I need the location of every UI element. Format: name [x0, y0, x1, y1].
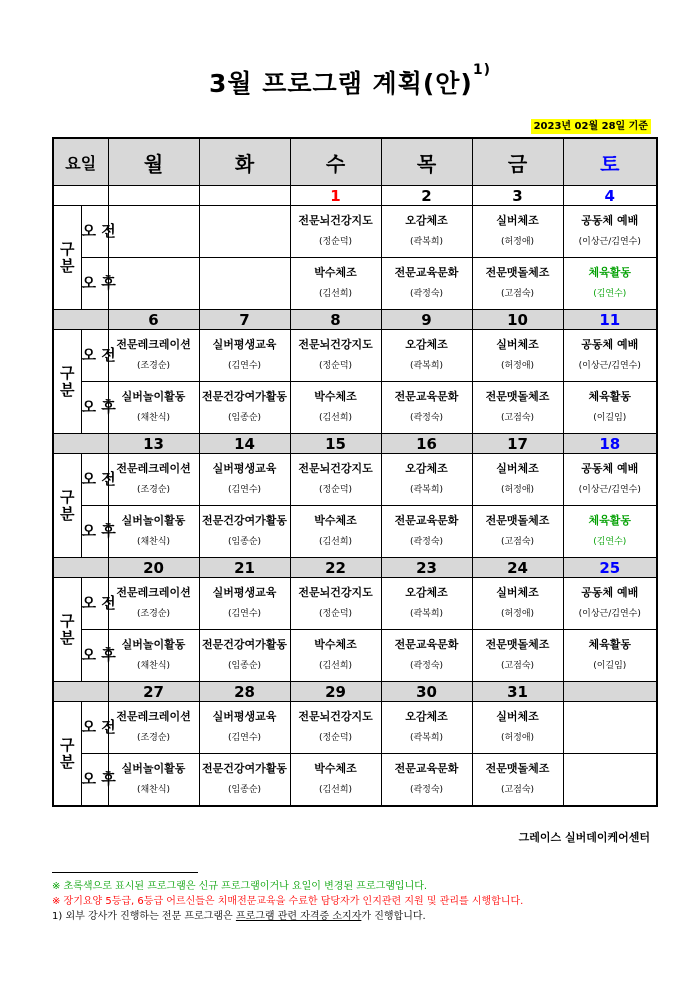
program-cell: [199, 382, 290, 434]
program-leader: (허정애): [500, 609, 535, 619]
program-name: 공동체 예배: [581, 338, 639, 351]
am-row: [53, 578, 657, 630]
program-cell: [472, 630, 563, 682]
program-cell: [199, 206, 290, 258]
program-leader: (채찬식): [136, 413, 171, 423]
header-yoil: 요일: [53, 138, 108, 186]
date-number: 4: [604, 186, 615, 205]
date-number: 13: [143, 434, 164, 453]
program-cell: [290, 754, 381, 807]
program-cell: [108, 258, 199, 310]
date-number: 20: [143, 558, 164, 577]
program-cell: [108, 702, 199, 754]
program-name: 실버평생교육: [212, 710, 277, 723]
am-row: [53, 330, 657, 382]
date-number: 15: [325, 434, 346, 453]
page-title: 3월 프로그램 계획(안)$^{1)}$: [209, 62, 491, 98]
program-name: 전문건강여가활동: [202, 638, 288, 651]
program-leader: (곽정숙): [409, 289, 444, 299]
program-name: 전문건강여가활동: [202, 390, 288, 403]
am-label: 오 전: [81, 702, 108, 754]
program-cell: [381, 330, 472, 382]
program-cell: [381, 454, 472, 506]
program-cell: [108, 382, 199, 434]
date-cell: [108, 558, 199, 578]
program-name: 실버체조: [496, 586, 539, 599]
program-name: 전문레크레이션: [116, 710, 191, 723]
program-cell: [472, 506, 563, 558]
pm-label: 오 후: [81, 258, 108, 310]
program-name: 전문뇌건강지도: [298, 586, 373, 599]
program-name: 박수체조: [314, 762, 357, 775]
date-number: 27: [143, 682, 164, 701]
program-cell: [563, 206, 657, 258]
program-leader: (곽복희): [409, 733, 444, 743]
program-name: 전문건강여가활동: [202, 762, 288, 775]
date-row: [53, 682, 657, 702]
date-row-blank: [53, 310, 108, 330]
program-leader: (채찬식): [136, 785, 171, 795]
date-cell: [381, 310, 472, 330]
program-cell: [563, 382, 657, 434]
program-leader: (김선희): [318, 785, 353, 795]
basis-date: 2023년 02월 28일 기준: [531, 119, 651, 134]
pm-row: [53, 382, 657, 434]
header-day-mon: 월: [108, 138, 199, 186]
program-leader: (정순덕): [318, 733, 353, 743]
date-cell: [290, 558, 381, 578]
date-cell: [563, 310, 657, 330]
am-label: 오 전: [81, 206, 108, 258]
date-cell: [381, 558, 472, 578]
program-leader: (김선희): [318, 413, 353, 423]
date-row-blank: [53, 682, 108, 702]
date-cell: [472, 310, 563, 330]
pm-label: 오 후: [81, 382, 108, 434]
program-leader: (김연수): [227, 485, 262, 495]
program-leader: (이상근/김연수): [578, 609, 641, 619]
program-cell: [563, 506, 657, 558]
program-name: 전문맷돌체조: [485, 390, 550, 403]
program-cell: [381, 754, 472, 807]
date-number: 11: [599, 310, 621, 329]
date-number: 1: [330, 186, 341, 205]
program-name: 체육활동: [588, 638, 632, 651]
date-cell: [108, 434, 199, 454]
program-cell: [472, 702, 563, 754]
program-leader: (곽복희): [409, 361, 444, 371]
date-cell: [290, 186, 381, 206]
program-cell: [108, 454, 199, 506]
gubun-label: 구 분: [53, 702, 81, 807]
program-name: 전문맷돌체조: [485, 514, 550, 527]
center-name: 그레이스 실버데이케어센터: [518, 831, 650, 844]
program-leader: (고점숙): [500, 413, 535, 423]
date-cell: [108, 310, 199, 330]
program-name: 체육활동: [588, 266, 632, 279]
program-leader: (고점숙): [500, 661, 535, 671]
program-name: 전문레크레이션: [116, 462, 191, 475]
program-leader: (김선희): [318, 661, 353, 671]
program-leader: (고점숙): [500, 537, 535, 547]
date-cell: [199, 558, 290, 578]
program-name: 박수체조: [314, 638, 357, 651]
program-name: 박수체조: [314, 266, 357, 279]
date-number: 24: [507, 558, 528, 577]
program-cell: [199, 754, 290, 807]
gubun-label: 구 분: [53, 454, 81, 558]
program-leader: (정순덕): [318, 237, 353, 247]
header-day-tue: 화: [199, 138, 290, 186]
program-leader: (임종순): [227, 537, 262, 547]
program-leader: (곽정숙): [409, 661, 444, 671]
program-leader: (김연수): [593, 537, 627, 547]
date-number: 23: [416, 558, 437, 577]
pm-row: [53, 754, 657, 807]
program-cell: [108, 330, 199, 382]
date-row-blank: [53, 434, 108, 454]
schedule-table: [52, 137, 658, 807]
program-cell: [290, 578, 381, 630]
program-leader: (임종순): [227, 413, 262, 423]
program-leader: (고점숙): [500, 785, 535, 795]
program-name: 체육활동: [588, 514, 632, 527]
program-leader: (허정애): [500, 361, 535, 371]
date-number: 3: [512, 186, 523, 205]
date-row: [53, 434, 657, 454]
program-cell: [290, 382, 381, 434]
program-leader: (이길임): [593, 661, 627, 671]
date-number: 2: [421, 186, 432, 205]
program-leader: (임종순): [227, 661, 262, 671]
program-cell: [199, 454, 290, 506]
program-cell: [290, 258, 381, 310]
program-leader: (곽정숙): [409, 413, 444, 423]
program-name: 실버평생교육: [212, 462, 277, 475]
date-number: 6: [148, 310, 159, 329]
program-name: 전문레크레이션: [116, 586, 191, 599]
program-cell: [472, 206, 563, 258]
pm-label: 오 후: [81, 506, 108, 558]
program-name: 실버체조: [496, 214, 539, 227]
program-name: 오감체조: [405, 462, 448, 475]
date-cell: [290, 310, 381, 330]
date-number: 30: [416, 682, 437, 701]
program-leader: (김선희): [318, 537, 353, 547]
date-number: 22: [325, 558, 346, 577]
program-leader: (곽정숙): [409, 785, 444, 795]
program-cell: [563, 258, 657, 310]
program-name: 전문교육문화: [394, 266, 459, 279]
date-cell: [108, 682, 199, 702]
program-leader: (이길임): [593, 413, 627, 423]
program-name: 공동체 예배: [581, 462, 639, 475]
program-name: 실버놀이활동: [121, 762, 186, 775]
date-cell: [290, 682, 381, 702]
pm-row: [53, 630, 657, 682]
date-number: 28: [234, 682, 255, 701]
program-cell: [290, 702, 381, 754]
program-leader: (조경순): [136, 485, 171, 495]
program-cell: [108, 630, 199, 682]
program-cell: [472, 330, 563, 382]
date-cell: [108, 186, 199, 206]
program-name: 전문맷돌체조: [485, 638, 550, 651]
program-cell: [381, 702, 472, 754]
program-name: 실버놀이활동: [121, 514, 186, 527]
program-leader: (김연수): [593, 289, 627, 299]
program-cell: [563, 754, 657, 807]
program-leader: (곽복희): [409, 609, 444, 619]
program-cell: [199, 506, 290, 558]
pm-label: 오 후: [81, 630, 108, 682]
program-leader: (곽정숙): [409, 537, 444, 547]
program-cell: [381, 206, 472, 258]
am-label: 오 전: [81, 454, 108, 506]
pm-row: [53, 506, 657, 558]
program-leader: (조경순): [136, 361, 171, 371]
am-row: [53, 206, 657, 258]
date-number: 17: [507, 434, 528, 453]
program-leader: (채찬식): [136, 661, 171, 671]
program-leader: (조경순): [136, 609, 171, 619]
date-cell: [381, 186, 472, 206]
program-cell: [199, 630, 290, 682]
date-number: 18: [599, 434, 621, 453]
date-cell: [381, 434, 472, 454]
am-label: 오 전: [81, 578, 108, 630]
program-cell: [563, 578, 657, 630]
program-name: 실버체조: [496, 710, 539, 723]
program-name: 실버체조: [496, 338, 539, 351]
program-name: 전문뇌건강지도: [298, 338, 373, 351]
header-day-wed: 수: [290, 138, 381, 186]
program-name: 전문뇌건강지도: [298, 710, 373, 723]
program-leader: (김선희): [318, 289, 353, 299]
program-leader: (채찬식): [136, 537, 171, 547]
program-cell: [108, 754, 199, 807]
date-row-blank: [53, 186, 108, 206]
date-cell: [290, 434, 381, 454]
program-cell: [290, 206, 381, 258]
program-leader: (이상근/김연수): [578, 485, 641, 495]
gubun-label: 구 분: [53, 330, 81, 434]
date-row: [53, 310, 657, 330]
date-cell: [381, 682, 472, 702]
footnote-divider: [52, 872, 198, 873]
program-name: 전문건강여가활동: [202, 514, 288, 527]
program-leader: (김연수): [227, 361, 262, 371]
program-name: 오감체조: [405, 338, 448, 351]
program-cell: [290, 454, 381, 506]
date-cell: [563, 558, 657, 578]
program-name: 체육활동: [588, 390, 632, 403]
program-name: 공동체 예배: [581, 214, 639, 227]
title-footnote-marker: 1): [472, 62, 491, 78]
program-leader: (허정애): [500, 485, 535, 495]
program-name: 전문레크레이션: [116, 338, 191, 351]
program-name: 전문뇌건강지도: [298, 214, 373, 227]
program-leader: (허정애): [500, 733, 535, 743]
program-name: 전문맷돌체조: [485, 762, 550, 775]
date-cell: [472, 434, 563, 454]
date-cell: [199, 310, 290, 330]
date-number: 31: [507, 682, 528, 701]
program-leader: (곽복희): [409, 485, 444, 495]
program-name: 박수체조: [314, 514, 357, 527]
program-leader: (정순덕): [318, 485, 353, 495]
program-cell: [472, 454, 563, 506]
program-cell: [472, 258, 563, 310]
program-cell: [472, 578, 563, 630]
program-name: 실버평생교육: [212, 586, 277, 599]
date-number: 8: [330, 310, 341, 329]
date-cell: [199, 682, 290, 702]
gubun-label: 구 분: [53, 206, 81, 310]
program-name: 실버놀이활동: [121, 390, 186, 403]
program-leader: (임종순): [227, 785, 262, 795]
program-name: 오감체조: [405, 214, 448, 227]
header-day-sat: 토: [563, 138, 657, 186]
program-name: 실버체조: [496, 462, 539, 475]
program-leader: (정순덕): [318, 609, 353, 619]
program-cell: [290, 330, 381, 382]
program-leader: (김연수): [227, 733, 262, 743]
program-cell: [108, 506, 199, 558]
program-cell: [563, 702, 657, 754]
date-number: 9: [421, 310, 432, 329]
program-name: 오감체조: [405, 586, 448, 599]
date-cell: [563, 186, 657, 206]
date-number: 21: [234, 558, 255, 577]
am-label: 오 전: [81, 330, 108, 382]
date-number: 14: [234, 434, 255, 453]
date-number: 29: [325, 682, 346, 701]
program-cell: [381, 578, 472, 630]
program-cell: [563, 454, 657, 506]
program-cell: [472, 754, 563, 807]
program-name: 공동체 예배: [581, 586, 639, 599]
program-name: 전문뇌건강지도: [298, 462, 373, 475]
program-cell: [381, 258, 472, 310]
program-cell: [199, 578, 290, 630]
am-row: [53, 454, 657, 506]
date-number: 10: [507, 310, 528, 329]
header-day-thu: 목: [381, 138, 472, 186]
date-row-blank: [53, 558, 108, 578]
note-green: ※ 초록색으로 표시된 프로그램은 신규 프로그램이거나 요일이 변경된 프로그램입니다.: [52, 881, 428, 892]
program-cell: [199, 258, 290, 310]
date-cell: [472, 682, 563, 702]
date-cell: [563, 434, 657, 454]
program-name: 전문교육문화: [394, 514, 459, 527]
program-cell: [108, 578, 199, 630]
program-cell: [381, 382, 472, 434]
program-cell: [381, 506, 472, 558]
program-name: 박수체조: [314, 390, 357, 403]
am-row: [53, 702, 657, 754]
date-cell: [563, 682, 657, 702]
program-leader: (조경순): [136, 733, 171, 743]
date-cell: [472, 186, 563, 206]
program-leader: (김연수): [227, 609, 262, 619]
note-red: ※ 장기요양 5등급, 6등급 어르신들은 치매전문교육을 수료한 담당자가 인지관련 지원 및 관리를 시행합니다.: [52, 896, 524, 907]
program-leader: (이상근/김연수): [578, 361, 641, 371]
program-cell: [563, 330, 657, 382]
program-cell: [290, 506, 381, 558]
program-cell: [108, 206, 199, 258]
date-number: 7: [239, 310, 250, 329]
date-cell: [199, 434, 290, 454]
pm-row: [53, 258, 657, 310]
program-cell: [290, 630, 381, 682]
date-cell: [199, 186, 290, 206]
program-leader: (곽복희): [409, 237, 444, 247]
program-name: 실버놀이활동: [121, 638, 186, 651]
date-number: 25: [599, 558, 621, 577]
program-leader: (이상근/김연수): [578, 237, 641, 247]
program-cell: [381, 630, 472, 682]
date-cell: [472, 558, 563, 578]
date-row: [53, 558, 657, 578]
program-cell: [472, 382, 563, 434]
program-name: 전문교육문화: [394, 762, 459, 775]
program-cell: [199, 702, 290, 754]
program-name: 전문교육문화: [394, 638, 459, 651]
program-name: 전문맷돌체조: [485, 266, 550, 279]
program-leader: (고점숙): [500, 289, 535, 299]
gubun-label: 구 분: [53, 578, 81, 682]
program-cell: [563, 630, 657, 682]
program-leader: (정순덕): [318, 361, 353, 371]
date-row: [53, 186, 657, 206]
date-number: 16: [416, 434, 437, 453]
program-name: 전문교육문화: [394, 390, 459, 403]
program-cell: [199, 330, 290, 382]
program-name: 실버평생교육: [212, 338, 277, 351]
note-footnote: 1) 외부 강사가 진행하는 전문 프로그램은 프로그램 관련 자격증 소지자가 진행합니다.: [52, 911, 426, 922]
program-name: 오감체조: [405, 710, 448, 723]
header-day-fri: 금: [472, 138, 563, 186]
program-leader: (허정애): [500, 237, 535, 247]
pm-label: 오 후: [81, 754, 108, 807]
